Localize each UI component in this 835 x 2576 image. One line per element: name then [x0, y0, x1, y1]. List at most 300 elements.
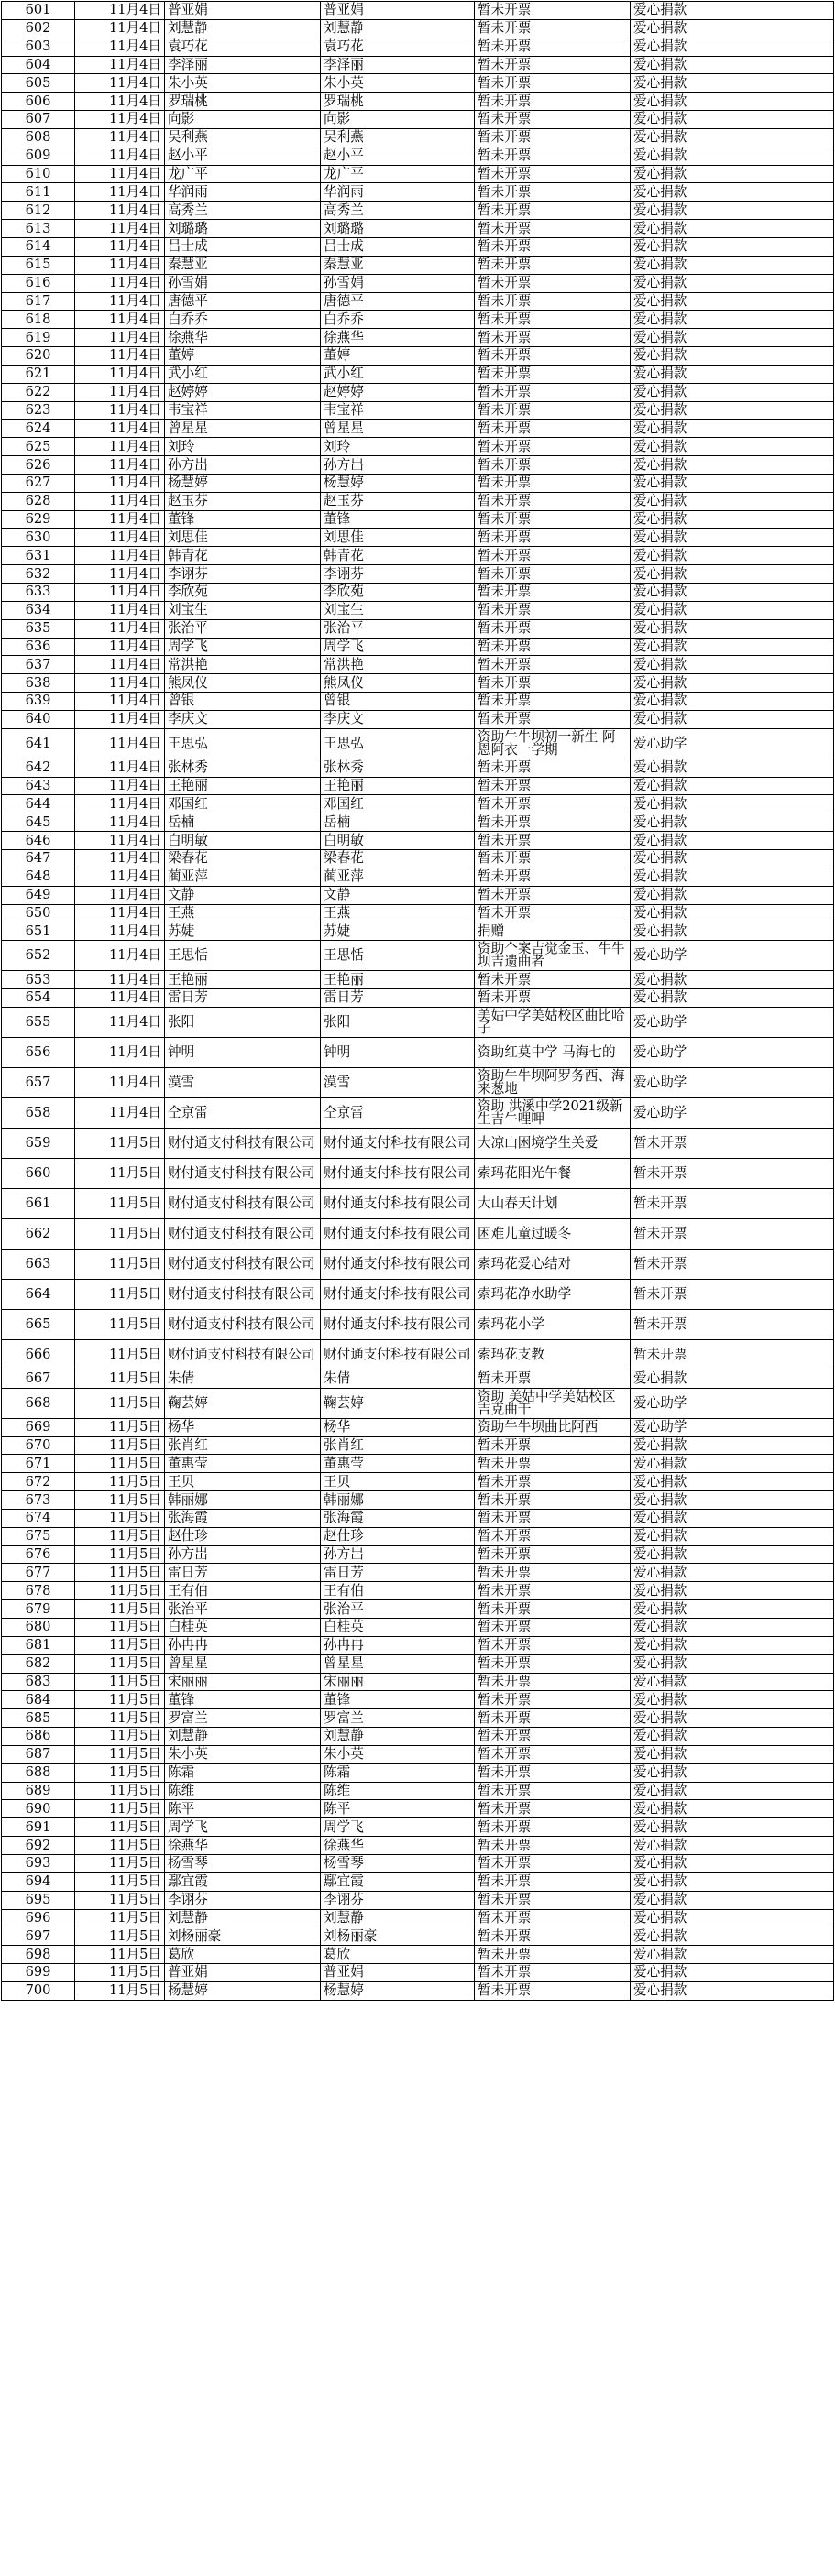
donation-type: 暂未开票 [631, 1339, 834, 1370]
table-row [2, 759, 834, 777]
invoice-note: 暂未开票 [475, 1872, 631, 1891]
row-number: 646 [2, 832, 75, 850]
donor-name: 董锋 [165, 1691, 321, 1709]
invoice-note: 暂未开票 [475, 347, 631, 366]
donation-type: 爱心捐款 [631, 868, 834, 886]
row-number: 632 [2, 565, 75, 584]
row-date: 11月4日 [75, 202, 165, 220]
donation-type: 爱心捐款 [631, 547, 834, 565]
payer-name: 李泽丽 [321, 56, 475, 74]
table-row [2, 1388, 834, 1418]
row-number: 660 [2, 1158, 75, 1188]
row-number: 609 [2, 147, 75, 165]
row-number: 636 [2, 638, 75, 656]
invoice-note: 索玛花阳光午餐 [475, 1158, 631, 1188]
payer-name: 鞠芸婷 [321, 1388, 475, 1418]
table-row [2, 1455, 834, 1473]
row-number: 603 [2, 38, 75, 56]
donation-type: 爱心捐款 [631, 565, 834, 584]
donation-type: 爱心捐款 [631, 795, 834, 813]
table-row [2, 1067, 834, 1097]
table-row [2, 886, 834, 904]
invoice-note: 暂未开票 [475, 1818, 631, 1837]
row-number: 617 [2, 292, 75, 311]
table-row [2, 202, 834, 220]
donor-name: 袁巧花 [165, 38, 321, 56]
donation-type: 暂未开票 [631, 1128, 834, 1158]
row-date: 11月5日 [75, 1673, 165, 1691]
donation-type: 爱心捐款 [631, 1745, 834, 1763]
donation-type: 爱心捐款 [631, 1455, 834, 1473]
row-number: 687 [2, 1745, 75, 1763]
donation-type: 爱心捐款 [631, 165, 834, 183]
donor-name: 朱倩 [165, 1370, 321, 1388]
donor-name: 熊凤仪 [165, 674, 321, 693]
row-date: 11月5日 [75, 1249, 165, 1279]
donor-name: 财付通支付科技有限公司 [165, 1279, 321, 1309]
donor-name: 龙广平 [165, 165, 321, 183]
donor-name: 张治平 [165, 1600, 321, 1619]
row-date: 11月4日 [75, 256, 165, 274]
payer-name: 邓国红 [321, 795, 475, 813]
invoice-note: 索玛花净水助学 [475, 1279, 631, 1309]
row-number: 605 [2, 74, 75, 93]
row-date: 11月4日 [75, 832, 165, 850]
table-row [2, 1188, 834, 1218]
donation-type: 爱心捐款 [631, 601, 834, 619]
donor-name: 宋丽丽 [165, 1673, 321, 1691]
row-date: 11月4日 [75, 311, 165, 329]
row-date: 11月4日 [75, 1097, 165, 1128]
donation-type: 爱心捐款 [631, 1636, 834, 1654]
row-number: 647 [2, 849, 75, 868]
donor-name: 李欣苑 [165, 584, 321, 602]
payer-name: 杨慧婷 [321, 1981, 475, 2000]
donor-name: 杨华 [165, 1418, 321, 1436]
payer-name: 刘璐璐 [321, 220, 475, 238]
table-row [2, 1418, 834, 1436]
donation-type: 暂未开票 [631, 1158, 834, 1188]
row-number: 619 [2, 329, 75, 347]
invoice-note: 暂未开票 [475, 1763, 631, 1782]
row-number: 621 [2, 365, 75, 383]
table-row [2, 1654, 834, 1673]
row-date: 11月4日 [75, 619, 165, 638]
payer-name: 刘思佳 [321, 529, 475, 547]
table-row [2, 1981, 834, 2000]
donor-name: 张肖红 [165, 1436, 321, 1455]
donation-type: 爱心捐款 [631, 1891, 834, 1909]
table-row [2, 989, 834, 1008]
row-number: 673 [2, 1491, 75, 1510]
row-number: 610 [2, 165, 75, 183]
row-number: 658 [2, 1097, 75, 1128]
table-row [2, 56, 834, 74]
donation-type: 爱心捐款 [631, 1782, 834, 1800]
payer-name: 李诩芬 [321, 565, 475, 584]
row-date: 11月4日 [75, 674, 165, 693]
donation-type: 爱心捐款 [631, 638, 834, 656]
donation-type: 爱心捐款 [631, 202, 834, 220]
donor-name: 吕士成 [165, 237, 321, 256]
payer-name: 唐德平 [321, 292, 475, 311]
row-number: 607 [2, 111, 75, 129]
invoice-note: 暂未开票 [475, 1436, 631, 1455]
table-row [2, 868, 834, 886]
donor-name: 刘宝生 [165, 601, 321, 619]
row-number: 631 [2, 547, 75, 565]
donor-name: 刘杨丽豪 [165, 1927, 321, 1946]
donation-type: 爱心捐款 [631, 777, 834, 795]
invoice-note: 暂未开票 [475, 1600, 631, 1619]
row-date: 11月5日 [75, 1636, 165, 1654]
payer-name: 赵仕珍 [321, 1527, 475, 1545]
row-number: 606 [2, 93, 75, 111]
donor-name: 王思弘 [165, 728, 321, 759]
invoice-note: 暂未开票 [475, 165, 631, 183]
table-row [2, 971, 834, 989]
payer-name: 罗瑞桃 [321, 93, 475, 111]
row-number: 661 [2, 1188, 75, 1218]
row-date: 11月4日 [75, 183, 165, 202]
row-date: 11月4日 [75, 111, 165, 129]
payer-name: 财付通支付科技有限公司 [321, 1339, 475, 1370]
donor-name: 李诩芬 [165, 565, 321, 584]
table-row [2, 474, 834, 492]
row-number: 691 [2, 1818, 75, 1837]
row-number: 675 [2, 1527, 75, 1545]
invoice-note: 暂未开票 [475, 1673, 631, 1691]
row-date: 11月4日 [75, 456, 165, 475]
row-number: 671 [2, 1455, 75, 1473]
table-row [2, 365, 834, 383]
donor-name: 陈平 [165, 1800, 321, 1818]
row-date: 11月4日 [75, 237, 165, 256]
payer-name: 周学飞 [321, 638, 475, 656]
table-row [2, 220, 834, 238]
table-row [2, 584, 834, 602]
donation-type: 爱心捐款 [631, 1545, 834, 1564]
donation-type: 暂未开票 [631, 1249, 834, 1279]
row-number: 611 [2, 183, 75, 202]
payer-name: 张治平 [321, 1600, 475, 1619]
row-number: 648 [2, 868, 75, 886]
table-row [2, 1309, 834, 1339]
table-row [2, 728, 834, 759]
invoice-note: 暂未开票 [475, 93, 631, 111]
donor-name: 罗富兰 [165, 1709, 321, 1728]
row-number: 676 [2, 1545, 75, 1564]
row-date: 11月5日 [75, 1418, 165, 1436]
table-row [2, 849, 834, 868]
payer-name: 仝京雷 [321, 1097, 475, 1128]
donor-name: 漠雪 [165, 1067, 321, 1097]
row-date: 11月4日 [75, 93, 165, 111]
table-row [2, 1527, 834, 1545]
donor-name: 李庆文 [165, 710, 321, 728]
payer-name: 白乔乔 [321, 311, 475, 329]
payer-name: 张海霞 [321, 1509, 475, 1527]
donation-type: 爱心捐款 [631, 1818, 834, 1837]
payer-name: 刘慧静 [321, 19, 475, 38]
row-date: 11月5日 [75, 1728, 165, 1746]
payer-name: 高秀兰 [321, 202, 475, 220]
table-row [2, 693, 834, 711]
invoice-note: 暂未开票 [475, 1745, 631, 1763]
payer-name: 董惠莹 [321, 1455, 475, 1473]
invoice-note: 暂未开票 [475, 529, 631, 547]
row-number: 689 [2, 1782, 75, 1800]
payer-name: 李欣苑 [321, 584, 475, 602]
table-row [2, 922, 834, 941]
invoice-note: 资助 美姑中学美姑校区 吉克曲干 [475, 1388, 631, 1418]
table-row [2, 1909, 834, 1927]
row-number: 623 [2, 401, 75, 420]
table-row [2, 1728, 834, 1746]
donor-name: 普亚娟 [165, 2, 321, 20]
row-date: 11月5日 [75, 1837, 165, 1855]
donor-name: 唐德平 [165, 292, 321, 311]
payer-name: 漠雪 [321, 1067, 475, 1097]
table-row [2, 1339, 834, 1370]
payer-name: 文静 [321, 886, 475, 904]
donation-type: 爱心捐款 [631, 147, 834, 165]
row-date: 11月4日 [75, 601, 165, 619]
table-row [2, 165, 834, 183]
payer-name: 王艳丽 [321, 777, 475, 795]
donor-name: 韩丽娜 [165, 1491, 321, 1510]
table-row [2, 1619, 834, 1637]
row-date: 11月5日 [75, 1818, 165, 1837]
row-date: 11月5日 [75, 1946, 165, 1964]
row-date: 11月4日 [75, 147, 165, 165]
invoice-note: 暂未开票 [475, 795, 631, 813]
payer-name: 钟明 [321, 1037, 475, 1067]
table-row [2, 1600, 834, 1619]
row-number: 685 [2, 1709, 75, 1728]
invoice-note: 暂未开票 [475, 1728, 631, 1746]
invoice-note: 美姑中学美姑校区曲比哈子 [475, 1007, 631, 1037]
invoice-note: 暂未开票 [475, 1564, 631, 1582]
table-row [2, 147, 834, 165]
payer-name: 普亚娟 [321, 1964, 475, 1982]
table-row [2, 420, 834, 438]
row-number: 665 [2, 1309, 75, 1339]
donor-name: 刘慧静 [165, 19, 321, 38]
donor-name: 韦宝祥 [165, 401, 321, 420]
donation-type: 爱心捐款 [631, 1582, 834, 1600]
table-row [2, 1818, 834, 1837]
invoice-note: 暂未开票 [475, 1800, 631, 1818]
invoice-note: 暂未开票 [475, 1455, 631, 1473]
row-date: 11月4日 [75, 989, 165, 1008]
table-row [2, 674, 834, 693]
donor-name: 葛欣 [165, 1946, 321, 1964]
row-date: 11月4日 [75, 492, 165, 510]
table-row [2, 1964, 834, 1982]
row-date: 11月4日 [75, 510, 165, 529]
invoice-note: 暂未开票 [475, 56, 631, 74]
row-number: 629 [2, 510, 75, 529]
table-row [2, 1370, 834, 1388]
invoice-note: 困难儿童过暖冬 [475, 1218, 631, 1249]
donor-name: 张阳 [165, 1007, 321, 1037]
invoice-note: 暂未开票 [475, 619, 631, 638]
table-row [2, 38, 834, 56]
donor-name: 刘璐璐 [165, 220, 321, 238]
row-number: 615 [2, 256, 75, 274]
row-number: 659 [2, 1128, 75, 1158]
table-row [2, 1218, 834, 1249]
invoice-note: 暂未开票 [475, 1473, 631, 1491]
row-date: 11月4日 [75, 759, 165, 777]
row-date: 11月4日 [75, 638, 165, 656]
row-number: 634 [2, 601, 75, 619]
table-row [2, 656, 834, 674]
row-date: 11月4日 [75, 1037, 165, 1067]
donation-type: 爱心捐款 [631, 1509, 834, 1527]
payer-name: 梁春花 [321, 849, 475, 868]
table-row [2, 1279, 834, 1309]
donor-name: 张林秀 [165, 759, 321, 777]
row-date: 11月5日 [75, 1691, 165, 1709]
donor-name: 李诩芬 [165, 1891, 321, 1909]
donation-type: 暂未开票 [631, 1188, 834, 1218]
row-date: 11月4日 [75, 941, 165, 971]
payer-name: 宋丽丽 [321, 1673, 475, 1691]
donation-type: 爱心捐款 [631, 922, 834, 941]
row-number: 681 [2, 1636, 75, 1654]
row-number: 655 [2, 1007, 75, 1037]
row-number: 637 [2, 656, 75, 674]
donor-name: 白明敏 [165, 832, 321, 850]
payer-name: 罗富兰 [321, 1709, 475, 1728]
invoice-note: 索玛花小学 [475, 1309, 631, 1339]
table-row [2, 1745, 834, 1763]
donation-type: 爱心捐款 [631, 292, 834, 311]
invoice-note: 暂未开票 [475, 256, 631, 274]
invoice-note: 暂未开票 [475, 1545, 631, 1564]
donation-type: 爱心助学 [631, 941, 834, 971]
table-row [2, 128, 834, 147]
payer-name: 张肖红 [321, 1436, 475, 1455]
payer-name: 孙冉冉 [321, 1636, 475, 1654]
donor-name: 普亚娟 [165, 1964, 321, 1982]
donation-type: 爱心捐款 [631, 237, 834, 256]
donor-name: 曾星星 [165, 420, 321, 438]
row-date: 11月4日 [75, 813, 165, 832]
invoice-note: 资助牛牛坝曲比阿西 [475, 1418, 631, 1436]
row-number: 664 [2, 1279, 75, 1309]
donation-type: 爱心捐款 [631, 674, 834, 693]
row-date: 11月5日 [75, 1218, 165, 1249]
payer-name: 董锋 [321, 1691, 475, 1709]
invoice-note: 暂未开票 [475, 128, 631, 147]
row-date: 11月4日 [75, 329, 165, 347]
payer-name: 董锋 [321, 510, 475, 529]
donation-type: 暂未开票 [631, 1279, 834, 1309]
payer-name: 张阳 [321, 1007, 475, 1037]
row-date: 11月5日 [75, 1545, 165, 1564]
invoice-note: 暂未开票 [475, 1909, 631, 1927]
donor-name: 高秀兰 [165, 202, 321, 220]
row-date: 11月5日 [75, 1891, 165, 1909]
donor-name: 财付通支付科技有限公司 [165, 1339, 321, 1370]
table-row [2, 1545, 834, 1564]
payer-name: 杨雪琴 [321, 1854, 475, 1872]
table-row [2, 383, 834, 401]
donor-name: 王艳丽 [165, 971, 321, 989]
payer-name: 韦宝祥 [321, 401, 475, 420]
donor-name: 向影 [165, 111, 321, 129]
row-date: 11月5日 [75, 1964, 165, 1982]
row-date: 11月4日 [75, 971, 165, 989]
table-row [2, 601, 834, 619]
invoice-note: 暂未开票 [475, 1491, 631, 1510]
donor-name: 李泽丽 [165, 56, 321, 74]
row-date: 11月4日 [75, 868, 165, 886]
invoice-note: 暂未开票 [475, 2, 631, 20]
row-date: 11月4日 [75, 19, 165, 38]
donation-type: 爱心助学 [631, 728, 834, 759]
donor-name: 孙雪娟 [165, 274, 321, 292]
table-row [2, 1946, 834, 1964]
invoice-note: 暂未开票 [475, 474, 631, 492]
donation-type: 爱心捐款 [631, 256, 834, 274]
payer-name: 财付通支付科技有限公司 [321, 1218, 475, 1249]
payer-name: 曾星星 [321, 420, 475, 438]
table-row [2, 438, 834, 456]
donation-type: 爱心捐款 [631, 1854, 834, 1872]
invoice-note: 暂未开票 [475, 492, 631, 510]
row-number: 663 [2, 1249, 75, 1279]
payer-name: 董婷 [321, 347, 475, 366]
invoice-note: 暂未开票 [475, 1636, 631, 1654]
row-number: 657 [2, 1067, 75, 1097]
donation-type: 爱心捐款 [631, 1619, 834, 1637]
donation-type: 爱心捐款 [631, 456, 834, 475]
row-date: 11月4日 [75, 565, 165, 584]
donor-name: 赵婷婷 [165, 383, 321, 401]
donation-type: 爱心捐款 [631, 347, 834, 366]
row-date: 11月4日 [75, 693, 165, 711]
donor-name: 鄢宜霞 [165, 1872, 321, 1891]
donor-name: 董惠莹 [165, 1455, 321, 1473]
row-number: 690 [2, 1800, 75, 1818]
payer-name: 陈平 [321, 1800, 475, 1818]
row-number: 645 [2, 813, 75, 832]
donation-type: 爱心捐款 [631, 693, 834, 711]
table-row [2, 941, 834, 971]
donation-type: 爱心捐款 [631, 813, 834, 832]
donation-type: 爱心助学 [631, 1067, 834, 1097]
payer-name: 王思恬 [321, 941, 475, 971]
invoice-note: 暂未开票 [475, 674, 631, 693]
donation-type: 爱心助学 [631, 1007, 834, 1037]
payer-name: 岳楠 [321, 813, 475, 832]
donation-type: 爱心捐款 [631, 584, 834, 602]
table-row [2, 1673, 834, 1691]
table-row [2, 529, 834, 547]
row-number: 620 [2, 347, 75, 366]
row-number: 700 [2, 1981, 75, 2000]
invoice-note: 暂未开票 [475, 989, 631, 1008]
table-row [2, 401, 834, 420]
row-date: 11月4日 [75, 56, 165, 74]
donation-type: 爱心捐款 [631, 619, 834, 638]
row-number: 624 [2, 420, 75, 438]
donor-name: 武小红 [165, 365, 321, 383]
